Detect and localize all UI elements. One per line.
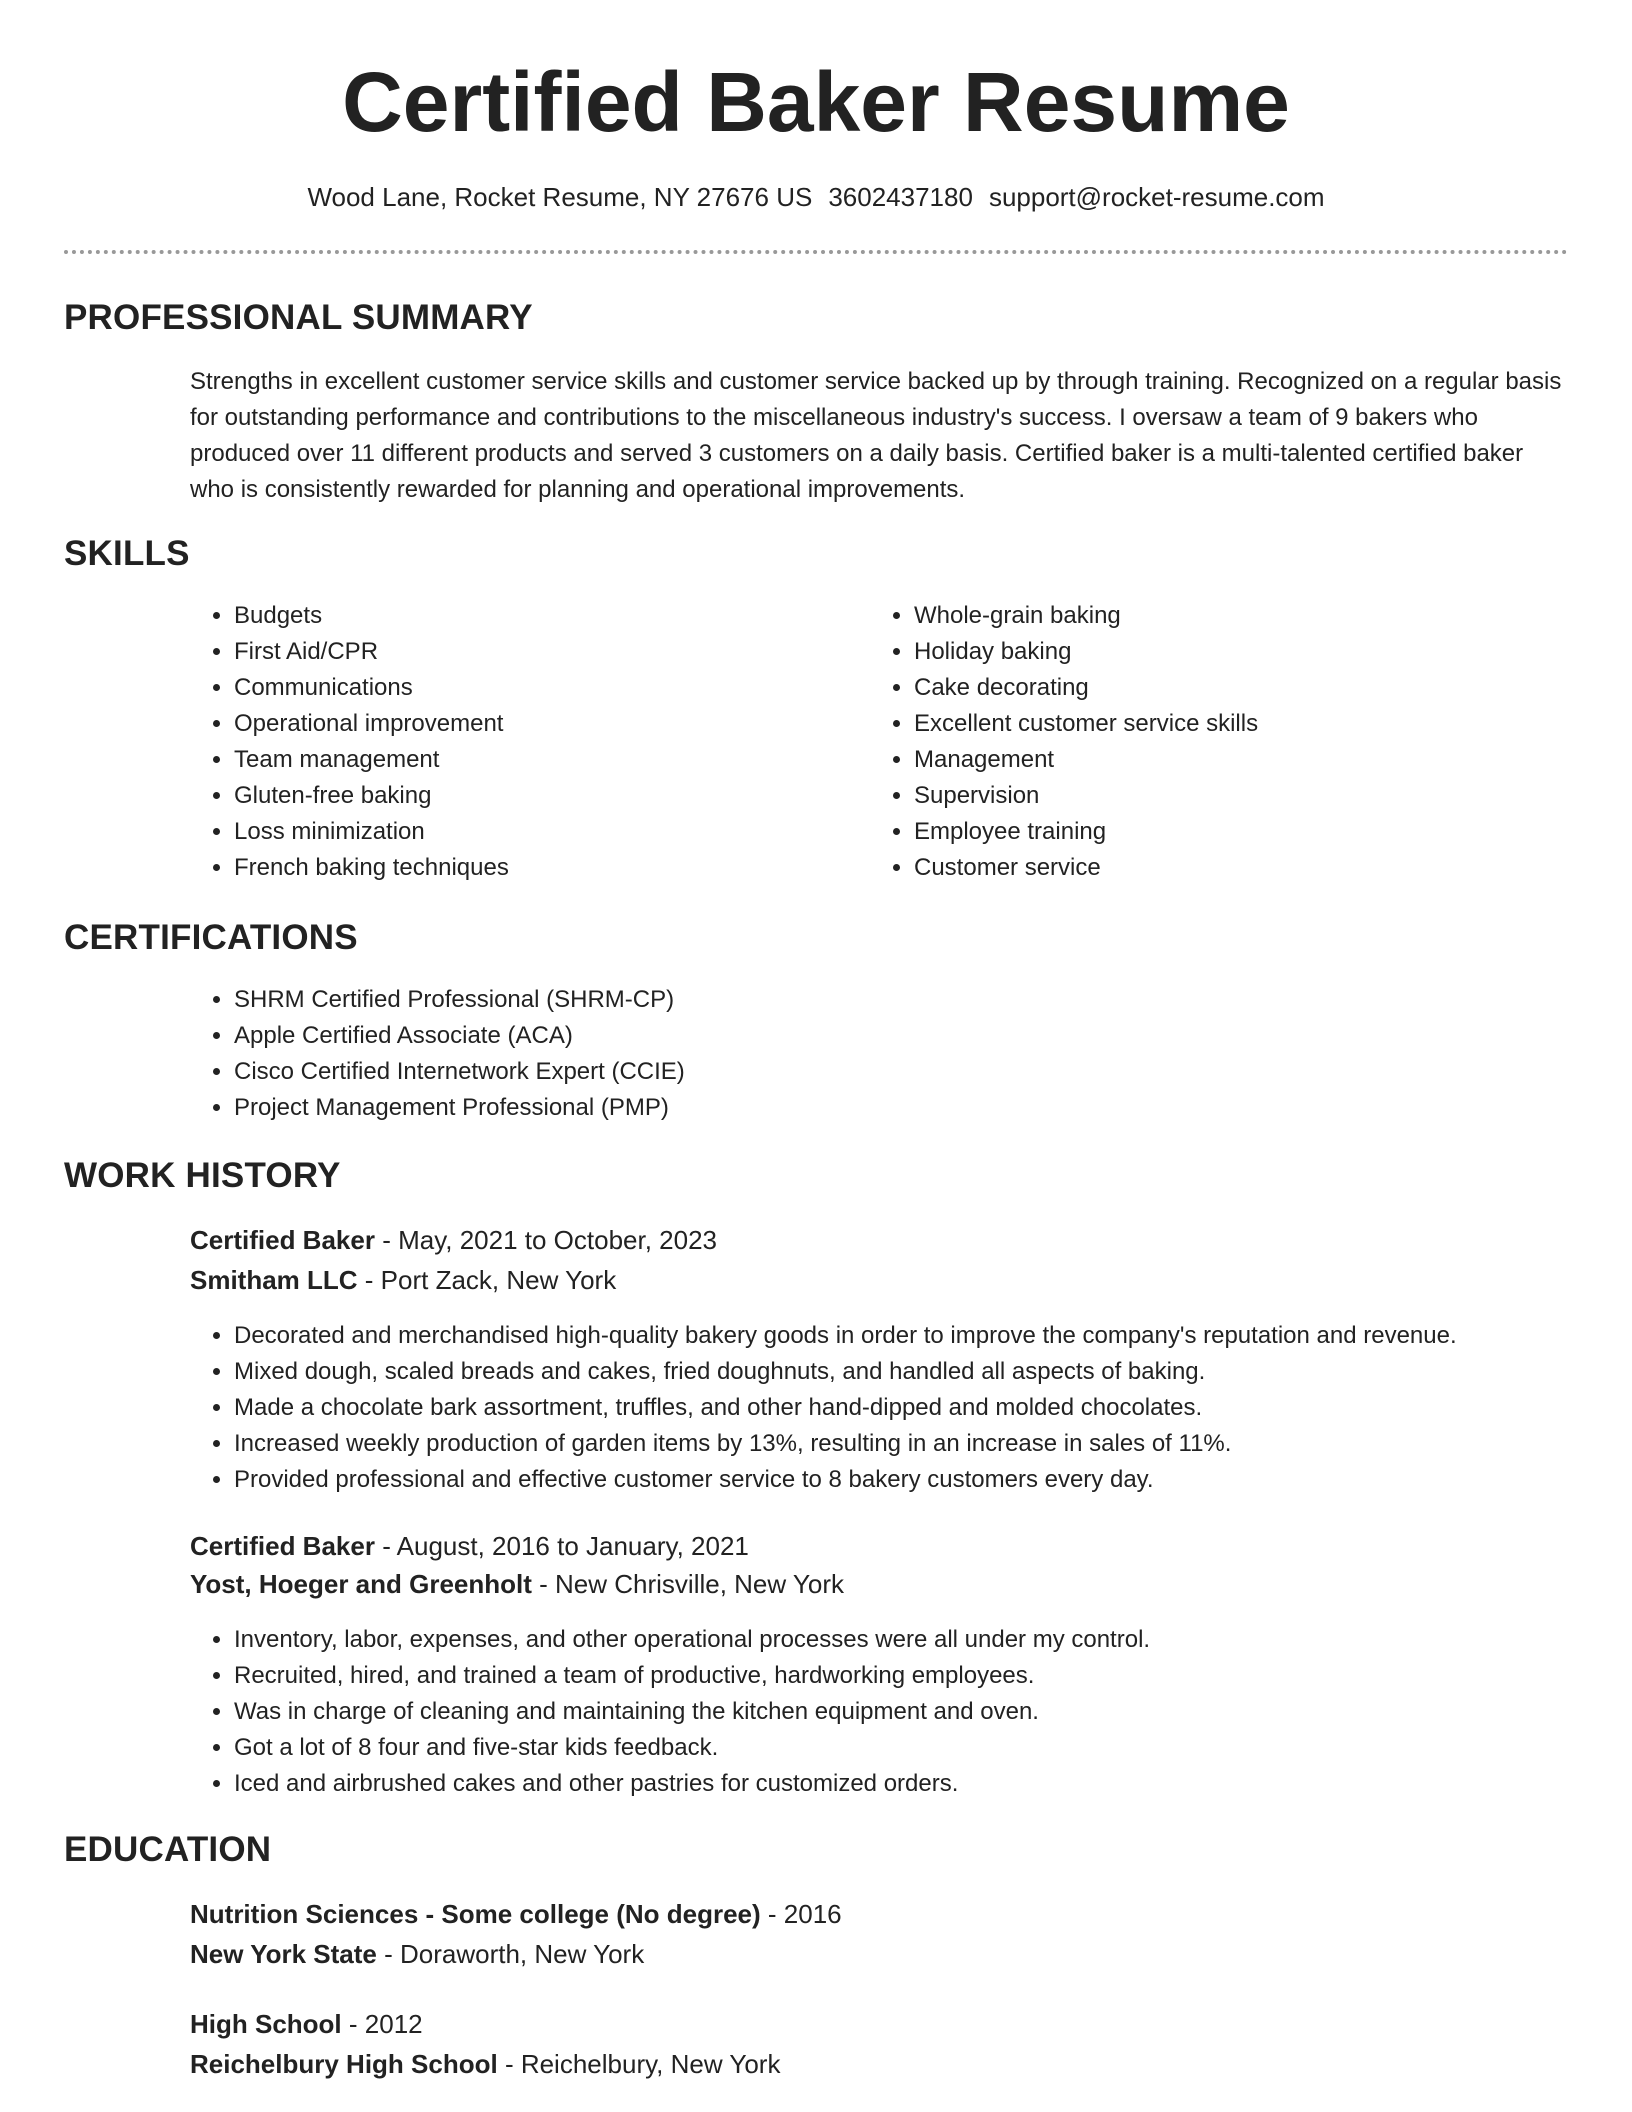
job-company-line bbox=[190, 1566, 844, 1602]
job-bullet: • Recruited, hired, and trained a team of productive, hardworking employees. bbox=[234, 1658, 1614, 1694]
education-location: - Doraworth, New York bbox=[376, 1939, 645, 1969]
education-year: - 2016 bbox=[760, 1899, 842, 1929]
job-company: Yost, Hoeger and Greenholt bbox=[190, 1569, 532, 1599]
certification-item: • Apple Certified Associate (ACA) bbox=[234, 1018, 1534, 1054]
job-location: - Port Zack, New York bbox=[357, 1265, 617, 1295]
education-school-line bbox=[190, 1936, 644, 1972]
skills-list-right bbox=[870, 598, 1574, 886]
job-bullet: • Got a lot of 8 four and five-star kids feedback. bbox=[234, 1730, 1614, 1766]
skill-item: • Cake decorating bbox=[914, 670, 1574, 706]
education-degree: High School bbox=[190, 2009, 342, 2039]
job-bullet: • Provided professional and effective customer service to 8 bakery customers every day. bbox=[234, 1462, 1614, 1498]
skill-item: • First Aid/CPR bbox=[234, 634, 834, 670]
summary-heading: PROFESSIONAL SUMMARY bbox=[64, 298, 533, 337]
job-bullet: • Iced and airbrushed cakes and other pastries for customized orders. bbox=[234, 1766, 1614, 1802]
skill-item: • Team management bbox=[234, 742, 834, 778]
education-heading: EDUCATION bbox=[64, 1830, 272, 1869]
job-bullet: • Mixed dough, scaled breads and cakes, fried doughnuts, and handled all aspects of baking. bbox=[234, 1354, 1614, 1390]
skill-item: • Management bbox=[914, 742, 1574, 778]
skill-item: • Whole-grain baking bbox=[914, 598, 1574, 634]
certification-item: • Project Management Professional (PMP) bbox=[234, 1090, 1534, 1126]
certifications-list bbox=[190, 982, 1534, 1126]
skill-item: • Budgets bbox=[234, 598, 834, 634]
job-bullet: • Was in charge of cleaning and maintaining the kitchen equipment and oven. bbox=[234, 1694, 1614, 1730]
education-degree-line bbox=[190, 2006, 423, 2042]
skill-item: • Gluten-free baking bbox=[234, 778, 834, 814]
job-bullet: • Decorated and merchandised high-quality bakery goods in order to improve the company's reputation and revenue. bbox=[234, 1318, 1614, 1354]
contact-phone: 3602437180 bbox=[828, 182, 973, 212]
contact-address: Wood Lane, Rocket Resume, NY 27676 US bbox=[307, 182, 813, 212]
summary-text: Strengths in excellent customer service skills and customer service backed up by through training. Recognized on a regular basis for outstanding performance and contributions to the miscellaneous industry's success. I oversaw a team of 9 bakers who produced over 11 different products and served 3 customers on a daily basis. Certified baker is a multi-talented certified baker who is consistently rewarded for planning and operational improvements. bbox=[190, 368, 1562, 503]
job-bullet: • Inventory, labor, expenses, and other operational processes were all under my control. bbox=[234, 1622, 1614, 1658]
skill-item: • Loss minimization bbox=[234, 814, 834, 850]
skills-list-left bbox=[190, 598, 834, 886]
education-school: New York State bbox=[190, 1939, 377, 1969]
job-title: Certified Baker bbox=[190, 1225, 375, 1255]
skill-item: • Operational improvement bbox=[234, 706, 834, 742]
education-degree-line bbox=[190, 1896, 842, 1932]
job-bullet: • Made a chocolate bark assortment, truffles, and other hand-dipped and molded chocolates. bbox=[234, 1390, 1614, 1426]
resume-title: Certified Baker Resume bbox=[342, 55, 1290, 149]
job-dates: - August, 2016 to January, 2021 bbox=[374, 1531, 749, 1561]
certification-item: • Cisco Certified Internetwork Expert (CCIE) bbox=[234, 1054, 1534, 1090]
skill-item: • Excellent customer service skills bbox=[914, 706, 1574, 742]
job-title: Certified Baker bbox=[190, 1531, 375, 1561]
skills-heading: SKILLS bbox=[64, 534, 190, 573]
job-company-line bbox=[190, 1262, 616, 1298]
contact-line bbox=[0, 180, 1632, 214]
contact-email: support@rocket-resume.com bbox=[988, 182, 1325, 212]
education-location: - Reichelbury, New York bbox=[497, 2049, 781, 2079]
education-year: - 2012 bbox=[341, 2009, 423, 2039]
education-school: Reichelbury High School bbox=[190, 2049, 498, 2079]
skill-item: • Employee training bbox=[914, 814, 1574, 850]
certifications-heading: CERTIFICATIONS bbox=[64, 918, 358, 957]
job-company: Smitham LLC bbox=[190, 1265, 358, 1295]
job-title-line bbox=[190, 1222, 717, 1258]
job-bullet: • Increased weekly production of garden items by 13%, resulting in an increase in sales of 11%. bbox=[234, 1426, 1614, 1462]
skill-item: • Supervision bbox=[914, 778, 1574, 814]
education-school-line bbox=[190, 2046, 780, 2082]
job-bullets bbox=[190, 1318, 1614, 1498]
job-title-line bbox=[190, 1528, 749, 1564]
skill-item: • French baking techniques bbox=[234, 850, 834, 886]
education-degree: Nutrition Sciences - Some college (No degree) bbox=[190, 1899, 761, 1929]
job-dates: - May, 2021 to October, 2023 bbox=[374, 1225, 718, 1255]
job-location: - New Chrisville, New York bbox=[531, 1569, 844, 1599]
work-history-heading: WORK HISTORY bbox=[64, 1156, 341, 1195]
skill-item: • Holiday baking bbox=[914, 634, 1574, 670]
skill-item: • Customer service bbox=[914, 850, 1574, 886]
skill-item: • Communications bbox=[234, 670, 834, 706]
job-bullets bbox=[190, 1622, 1614, 1802]
header-divider bbox=[64, 250, 1568, 254]
certification-item: • SHRM Certified Professional (SHRM-CP) bbox=[234, 982, 1534, 1018]
